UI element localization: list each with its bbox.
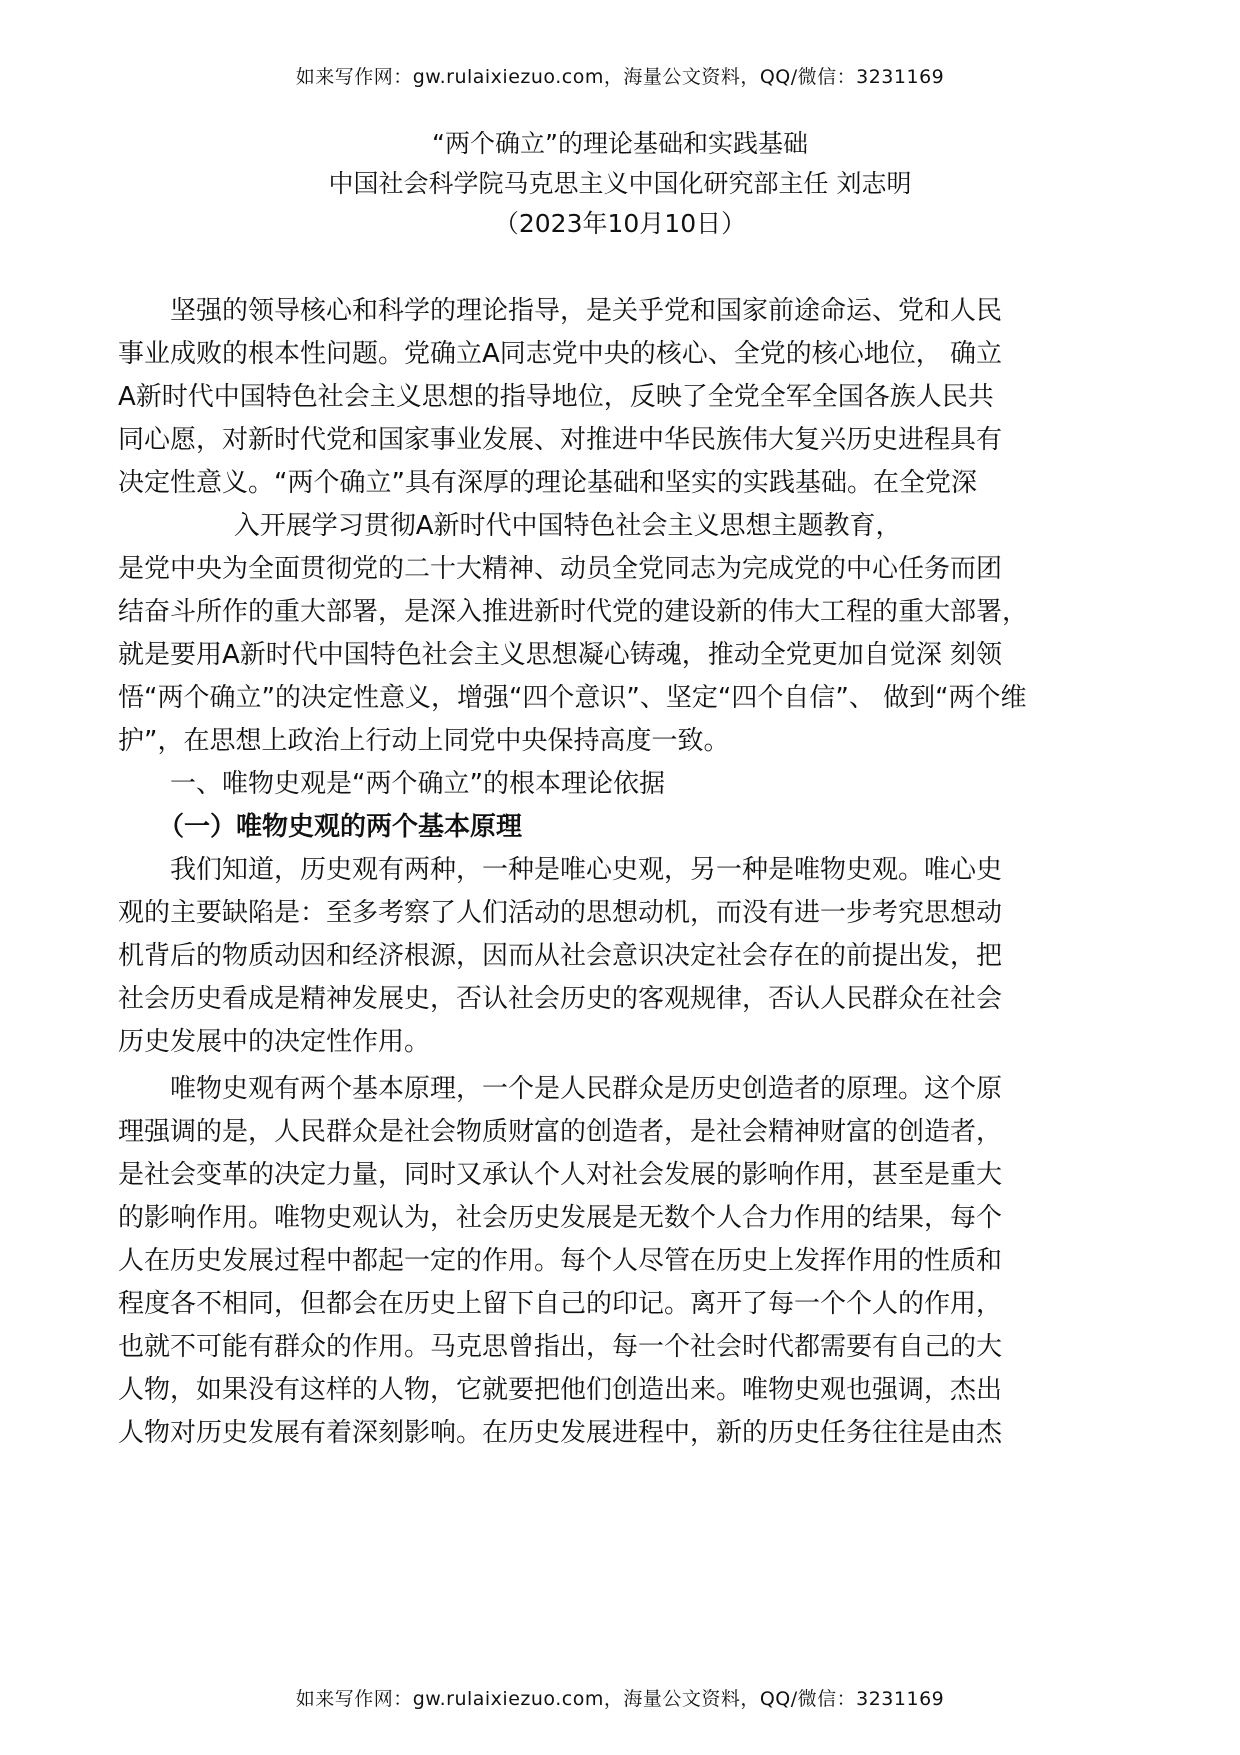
section-heading: 一、唯物史观是“两个确立”的根本理论依据 (170, 769, 665, 799)
document-title: “两个确立”的理论基础和实践基础 (432, 129, 808, 158)
text-line: 同心愿，对新时代党和国家事业发展、对推进中华民族伟大复兴历史进程具有 (118, 425, 1003, 455)
text-line: 人在历史发展过程中都起一定的作用。每个人尽管在历史上发挥作用的性质和 (118, 1246, 1003, 1276)
footer-watermark: 如来写作网：gw.rulaixiezuo.com，海量公文资料，QQ/微信：3231169 (295, 1688, 945, 1710)
text-line: 唯物史观有两个基本原理，一个是人民群众是历史创造者的原理。这个原 (170, 1074, 1003, 1104)
text-line: 事业成败的根本性问题。党确立A同志党中央的核心、全党的核心地位， 确立 (118, 339, 1003, 369)
text-line: A新时代中国特色社会主义思想的指导地位，反映了全党全军全国各族人民共 (118, 382, 994, 412)
subsection-heading: （一）唯物史观的两个基本原理 (158, 812, 523, 842)
text-line: 决定性意义。“两个确立”具有深厚的理论基础和坚实的实践基础。在全党深 (118, 468, 977, 498)
text-line: 人物，如果没有这样的人物，它就要把他们创造出来。唯物史观也强调，杰出 (118, 1375, 1003, 1405)
paragraph-principles (118, 1068, 1122, 1455)
text-line: 程度各不相同，但都会在历史上留下自己的印记。离开了每一个个人的作用， (118, 1289, 1003, 1319)
header-watermark: 如来写作网：gw.rulaixiezuo.com，海量公文资料，QQ/微信：3231169 (295, 66, 945, 88)
text-line: 悟“两个确立”的决定性意义，增强“四个意识”、坚定“四个自信”、 做到“两个维 (118, 683, 1027, 713)
text-line: 也就不可能有群众的作用。马克思曾指出，每一个社会时代都需要有自己的大 (118, 1332, 1003, 1362)
text-line: 人物对历史发展有着深刻影响。在历史发展进程中，新的历史任务往往是由杰 (118, 1418, 1003, 1448)
paragraph-intro (118, 290, 1122, 763)
text-line: 是社会变革的决定力量，同时又承认个人对社会发展的影响作用，甚至是重大 (118, 1160, 1003, 1190)
text-line: 坚强的领导核心和科学的理论指导，是关乎党和国家前途命运、党和人民 (170, 296, 1003, 326)
date-line: （2023年10月10日） (493, 209, 747, 238)
paragraph-history-views (118, 849, 1122, 1064)
text-line: 结奋斗所作的重大部署，是深入推进新时代党的建设新的伟大工程的重大部署， (118, 597, 1029, 627)
text-line: 的影响作用。唯物史观认为，社会历史发展是无数个人合力作用的结果，每个 (118, 1203, 1003, 1233)
text-line: 入开展学习贯彻A新时代中国特色社会主义思想主题教育， (118, 511, 902, 541)
text-line: 护”，在思想上政治上行动上同党中央保持高度一致。 (118, 726, 730, 756)
text-line: 社会历史看成是精神发展史，否认社会历史的客观规律，否认人民群众在社会 (118, 984, 1003, 1014)
text-line: 机背后的物质动因和经济根源，因而从社会意识决定社会存在的前提出发，把 (118, 941, 1003, 971)
title-block (0, 124, 1240, 244)
text-line: 是党中央为全面贯彻党的二十大精神、动员全党同志为完成党的中心任务而团 (118, 554, 1003, 584)
body-text (118, 290, 1122, 1455)
text-line: 我们知道，历史观有两种，一种是唯心史观，另一种是唯物史观。唯心史 (170, 855, 1003, 885)
text-line: 就是要用A新时代中国特色社会主义思想凝心铸魂，推动全党更加自觉深 刻领 (118, 640, 1003, 670)
text-line: 历史发展中的决定性作用。 (118, 1027, 431, 1057)
text-line: 理强调的是，人民群众是社会物质财富的创造者，是社会精神财富的创造者， (118, 1117, 1003, 1147)
text-line: 观的主要缺陷是：至多考察了人们活动的思想动机，而没有进一步考究思想动 (118, 898, 1003, 928)
author-line: 中国社会科学院马克思主义中国化研究部主任 刘志明 (328, 169, 912, 198)
